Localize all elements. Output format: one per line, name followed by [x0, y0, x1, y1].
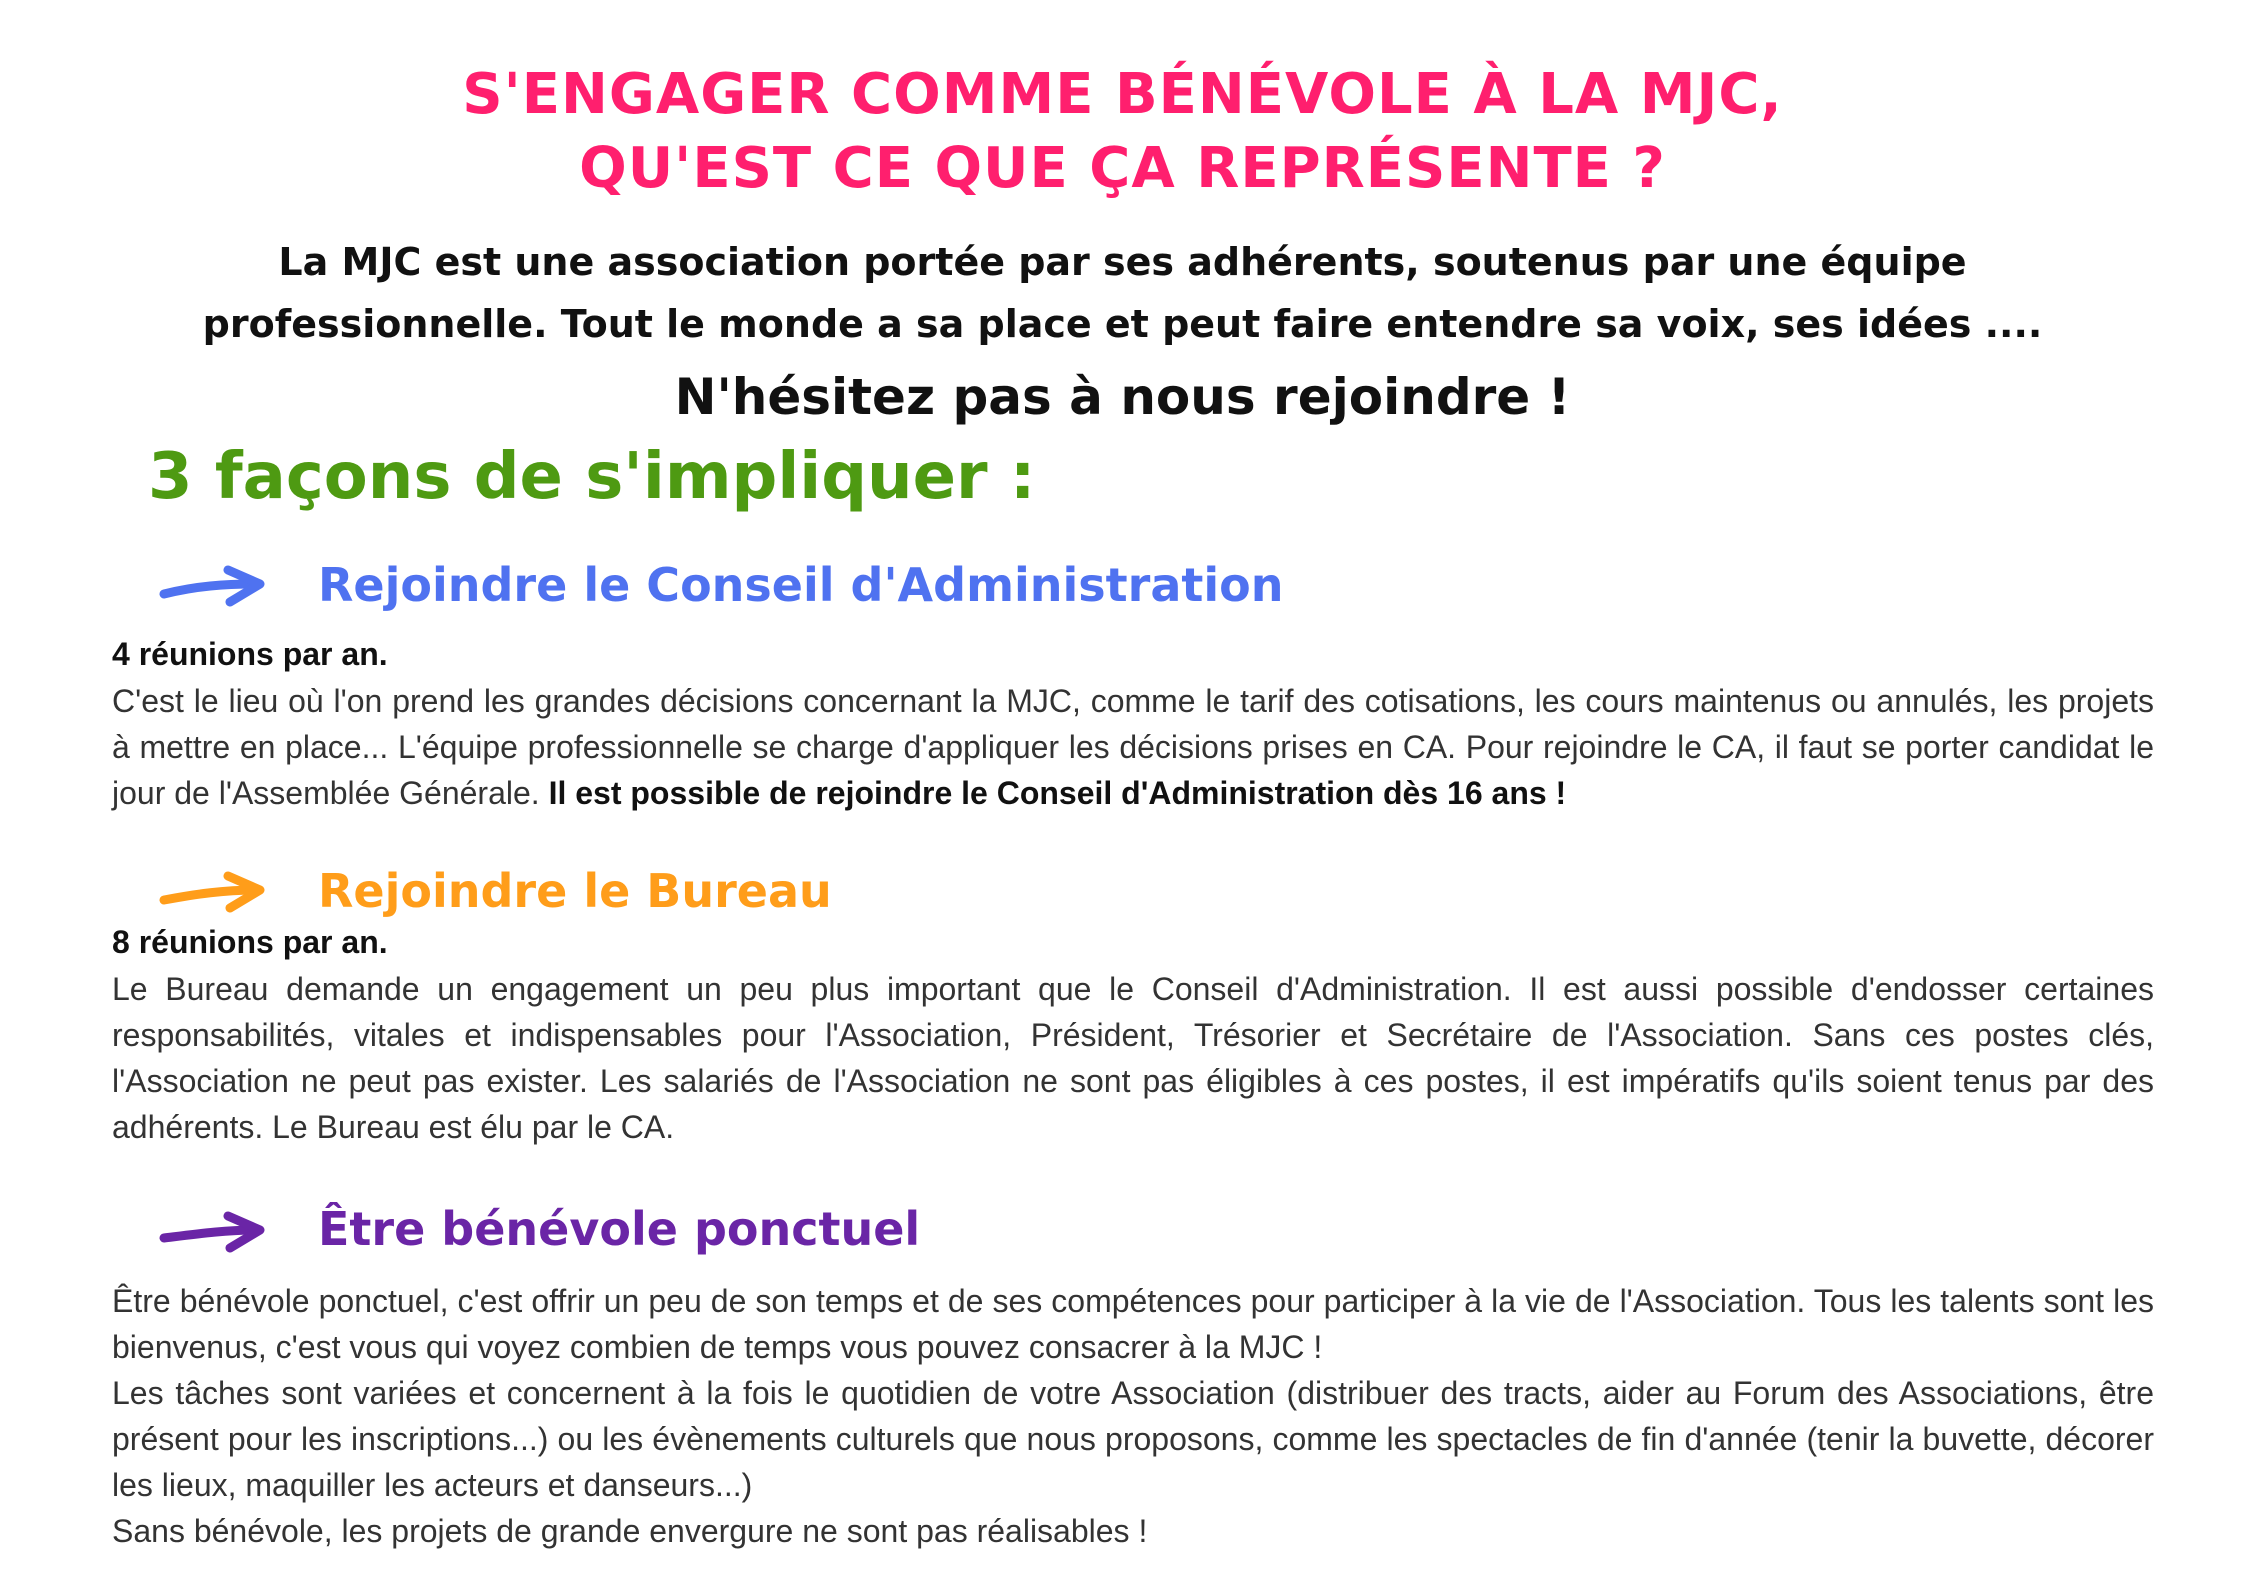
section-paragraph-3: Sans bénévole, les projets de grande envergure ne sont pas réalisables !: [112, 1513, 1148, 1549]
section-text-ca-body: C'est le lieu où l'on prend les grandes décisions concernant la MJC, comme le tarif des cotisations, les cours maintenus ou annulés, les projets à mettre en place... L'équipe professionnelle se charge d'appliquer les décisions prises en CA. Pour rejoindre le CA, il faut se porter candidat le jour de l'Assemblée Générale.: [112, 683, 2154, 811]
arrow-right-icon: [158, 870, 270, 920]
call-to-action: N'hésitez pas à nous rejoindre !: [674, 368, 1571, 426]
section-subtitle: 3 façons de s'impliquer :: [148, 440, 1036, 514]
section-paragraph-2: Les tâches sont variées et concernent à la fois le quotidien de votre Association (distribuer des tracts, aider au Forum des Associations, être présent pour les inscriptions...) ou les évènements culturels que nous proposons, comme les spectacles de fin d'année (tenir la buvette, décorer les lieux, maquiller les acteurs et danseurs...): [112, 1375, 2154, 1503]
section-paragraph-1: Être bénévole ponctuel, c'est offrir un peu de son temps et de ses compétences pour participer à la vie de l'Association. Tous les talents sont les bienvenus, c'est vous qui voyez combien de temps vous pouvez consacrer à la MJC !: [112, 1283, 2154, 1365]
section-meetings-bureau: 8 réunions par an.: [112, 924, 388, 960]
section-title-benevole-ponctuel: Être bénévole ponctuel: [318, 1202, 921, 1256]
arrow-right-icon: [158, 1208, 270, 1258]
intro-text-line-1: La MJC est une association portée par ses adhérents, soutenus par une équipe: [278, 240, 1967, 284]
page-title-line-2: QU'EST CE QUE ÇA REPRÉSENTE ?: [579, 136, 1666, 201]
page-title-line-1: S'ENGAGER COMME BÉNÉVOLE À LA MJC,: [462, 62, 1783, 127]
section-emphasis-ca: Il est possible de rejoindre le Conseil d'Administration dès 16 ans !: [548, 775, 1567, 811]
section-title-conseil-administration: Rejoindre le Conseil d'Administration: [318, 558, 1284, 612]
section-meetings-ca: 4 réunions par an.: [112, 636, 388, 672]
section-text-ca: [112, 678, 2154, 816]
section-text-benevole: [112, 1278, 2154, 1554]
arrow-right-icon: [158, 562, 270, 612]
intro-text-line-2: professionnelle. Tout le monde a sa place et peut faire entendre sa voix, ses idées ....: [202, 302, 2043, 346]
section-text-bureau: Le Bureau demande un engagement un peu plus important que le Conseil d'Administration. Il est aussi possible d'endosser certaines responsabilités, vitales et indispensables pour l'Association, Président, Trésorier et Secrétaire de l'Association. Sans ces postes clés, l'Association ne peut pas exister. Les salariés de l'Association ne sont pas éligibles à ces postes, il est impératifs qu'ils soient tenus par des adhérents. Le Bureau est élu par le CA.: [112, 971, 2154, 1145]
section-title-bureau: Rejoindre le Bureau: [318, 864, 832, 918]
